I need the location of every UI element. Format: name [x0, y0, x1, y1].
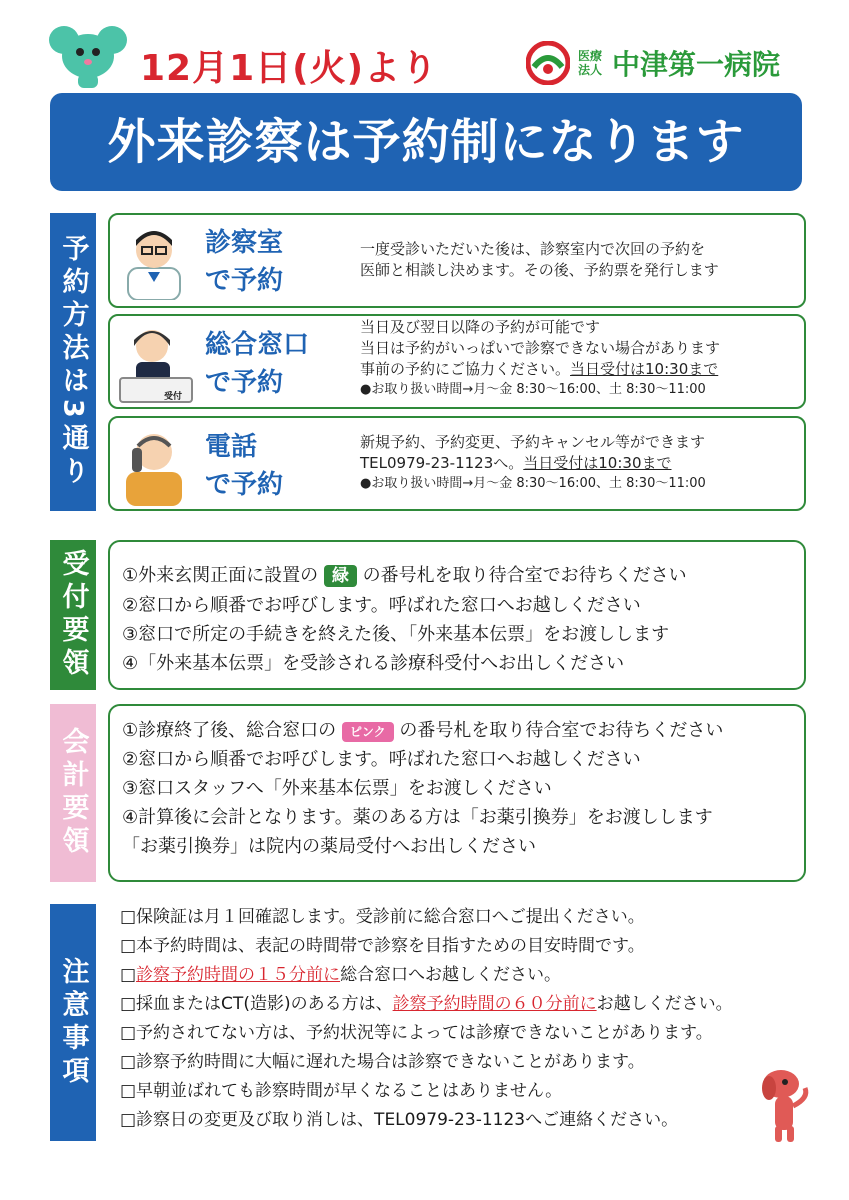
page-title: 外来診察は予約制になります	[107, 114, 745, 170]
phone-caller-illustration-icon	[118, 422, 190, 506]
note-item: □予約されてない方は、予約状況等によっては診療できないことがあります。	[120, 1023, 713, 1043]
desk-sign: 受付	[164, 392, 183, 402]
corporation-type: 医療 法人	[578, 49, 603, 77]
mouse-mascot-icon	[48, 22, 128, 92]
method-description: 新規予約、予約変更、予約キャンセル等ができます TEL0979-23-1123へ。当日受付は10:30まで ●お取り扱い時間→月～金 8:30～16:00、土 8:30～11:00	[360, 432, 706, 494]
note-item: □診察予約時間の１５分前に総合窓口へお越しください。	[120, 965, 562, 985]
hospital-logo-icon	[526, 41, 570, 85]
method-title: 電話 で予約	[205, 432, 284, 500]
receptionist-illustration-icon	[118, 320, 194, 404]
procedure-step: ②窓口から順番でお呼びします。呼ばれた窓口へお越しください	[122, 749, 641, 770]
procedure-step: ②窓口から順番でお呼びします。呼ばれた窓口へお越しください	[122, 595, 641, 616]
note-item: □保険証は月１回確認します。受診前に総合窓口へご提出ください。	[120, 907, 645, 927]
business-hours: ●お取り扱い時間→月～金 8:30～16:00、土 8:30～11:00	[360, 476, 706, 491]
note-item: □診察日の変更及び取り消しは、TEL0979-23-1123へご連絡ください。	[120, 1110, 679, 1130]
procedure-step: 「お薬引換券」は院内の薬局受付へお出しください	[122, 836, 536, 857]
procedure-step: ①外来玄関正面に設置の 緑 の番号札を取り待合室でお待ちください	[122, 565, 687, 586]
note-item: □早朝並ばれても診察時間が早くなることはありません。	[120, 1081, 563, 1101]
method-description: 当日及び翌日以降の予約が可能です 当日は予約がいっぱいで診察できない場合があります 事前の予約にご協力ください。当日受付は10:30まで ●お取り扱い時間→月～金 8:30～16:00、土 8:30～11:00	[360, 317, 720, 400]
hospital-identity	[526, 38, 780, 88]
start-date-heading: 12月1日(火)より	[140, 48, 439, 89]
note-item: □本予約時間は、表記の時間帯で診察を目指すための目安時間です。	[120, 936, 645, 956]
procedure-step: ③窓口で所定の手続きを終えた後、「外来基本伝票」をお渡しします	[122, 624, 670, 645]
procedure-step: ④計算後に会計となります。薬のある方は「お薬引換券」をお渡しします	[122, 807, 713, 828]
business-hours: ●お取り扱い時間→月～金 8:30～16:00、土 8:30～11:00	[360, 382, 706, 397]
methods-side-label: 予約方法は3通り	[50, 213, 96, 511]
method-title: 診察室 で予約	[205, 228, 284, 296]
doctor-illustration-icon	[118, 222, 190, 300]
dog-mascot-icon	[755, 1062, 815, 1144]
note-item: □採血またはCT(造影)のある方は、診察予約時間の６０分前にお越しください。	[120, 994, 733, 1014]
procedure-step: ③窓口スタッフへ「外来基本伝票」をお渡しください	[122, 778, 552, 799]
procedure-step: ①診療終了後、総合窓口の ピンク の番号札を取り待合室でお待ちください	[122, 720, 724, 741]
payment-side-label: 会計要領	[50, 704, 96, 882]
green-ticket-chip: 緑	[324, 565, 357, 587]
notes-side-label: 注意事項	[50, 904, 96, 1141]
reception-side-label: 受付要領	[50, 540, 96, 690]
pink-ticket-chip: ピンク	[342, 722, 394, 742]
note-item: □診察予約時間に大幅に遅れた場合は診察できないことがあります。	[120, 1052, 645, 1072]
method-title: 総合窓口 で予約	[205, 330, 310, 398]
procedure-step: ④「外来基本伝票」を受診される診療科受付へお出しください	[122, 653, 625, 674]
hospital-name: 中津第一病院	[612, 48, 781, 81]
method-description: 一度受診いただいた後は、診察室内で次回の予約を 医師と相談し決めます。その後、予約票を発行します	[360, 240, 719, 279]
